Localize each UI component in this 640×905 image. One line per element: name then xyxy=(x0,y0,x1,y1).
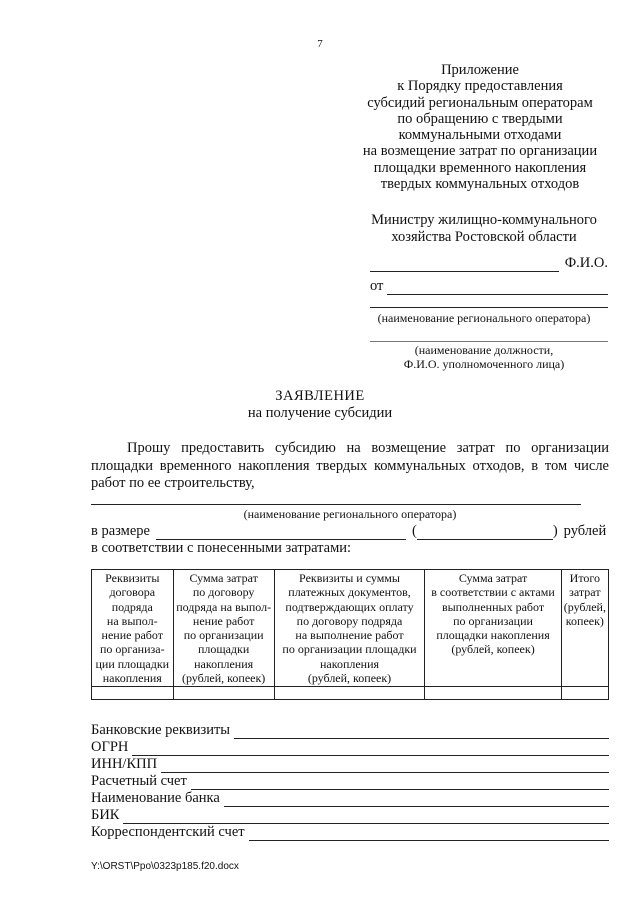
page-number: 7 xyxy=(317,38,323,50)
inn-kpp-field[interactable] xyxy=(91,756,609,773)
table-cell[interactable] xyxy=(274,687,425,700)
document-subtitle: на получение субсидии xyxy=(247,405,393,421)
appendix-line: Приложение xyxy=(441,62,519,78)
amount-row xyxy=(91,523,611,540)
bik-label: БИК xyxy=(91,807,120,823)
amount-words-blank[interactable] xyxy=(417,525,553,540)
inn-kpp-label: ИНН/КПП xyxy=(91,756,158,772)
bank-details-field[interactable] xyxy=(91,722,609,739)
appendix-line: к Порядку предоставления xyxy=(397,78,563,95)
blank-line xyxy=(132,743,609,756)
amount-prefix: в размере xyxy=(91,523,150,539)
position-caption-2: Ф.И.О. уполномоченного лица) xyxy=(403,357,565,371)
table-cell[interactable] xyxy=(425,687,561,700)
blank-line xyxy=(191,777,609,790)
addressee-line-2: хозяйства Ростовской области xyxy=(391,228,577,245)
settlement-account-field[interactable] xyxy=(91,773,609,790)
table-cell[interactable] xyxy=(561,687,608,700)
correspondent-account-label: Корреспондентский счет xyxy=(91,824,245,840)
appendix-line: твердых коммунальных отходов xyxy=(380,176,580,193)
table-cell[interactable] xyxy=(92,687,174,700)
according-text: в соответствии с понесенными затратами: xyxy=(91,540,352,556)
blank-line xyxy=(123,811,609,824)
bank-name-field[interactable] xyxy=(91,790,609,807)
table-row xyxy=(92,687,609,700)
appendix-block xyxy=(350,62,610,192)
fio-field[interactable] xyxy=(370,255,608,272)
bank-details-label: Банковские реквизиты xyxy=(91,722,231,738)
blank-line xyxy=(224,794,609,807)
table-header-row xyxy=(92,570,609,687)
blank-line xyxy=(161,760,609,773)
amount-close-paren: ) xyxy=(552,523,558,539)
addressee-line-1: Министру жилищно-коммунального xyxy=(371,212,597,228)
from-blank-line xyxy=(387,280,608,295)
position-blank-line[interactable] xyxy=(370,341,608,342)
ogrn-label: ОГРН xyxy=(91,739,129,755)
blank-line xyxy=(234,726,609,739)
header-contract-details: Реквизиты договора подряда на выпол- нение работ по организа- ции площадки накопления xyxy=(92,570,174,687)
operator-name-caption: (наименование регионального оператора) xyxy=(243,507,457,521)
from-label: от xyxy=(370,278,384,294)
blank-line xyxy=(249,828,609,841)
amount-suffix: рублей xyxy=(563,523,607,539)
request-text: Прошу предоставить субсидию на возмещение затрат по организации площадки временного накопления твердых коммунальных отходов, в том числе работ по ее строительству, xyxy=(91,440,609,491)
header-total: Итого затрат (рублей, копеек) xyxy=(561,570,608,687)
ogrn-field[interactable] xyxy=(91,739,609,756)
operator-caption: (наименование регионального оператора) xyxy=(377,311,591,325)
appendix-line: площадки временного накопления xyxy=(373,159,587,176)
appendix-line: по обращению с твердыми xyxy=(397,110,563,127)
appendix-line: на возмещение затрат по организации xyxy=(362,143,598,160)
footer-file-path: Y:\ORST\Ppo\0323p185.f20.docx xyxy=(91,861,239,872)
appendix-line: субсидий региональным операторам xyxy=(367,94,593,111)
request-paragraph xyxy=(91,440,609,493)
settlement-account-label: Расчетный счет xyxy=(91,773,187,789)
appendix-line: коммунальными отходами xyxy=(398,127,562,144)
from-field[interactable] xyxy=(370,278,608,295)
position-caption-1: (наименование должности, xyxy=(414,343,554,357)
operator-blank-line[interactable] xyxy=(370,307,608,308)
table-cell[interactable] xyxy=(173,687,274,700)
amount-open-paren: ( xyxy=(411,523,417,539)
header-payment-documents: Реквизиты и суммы платежных документов, подтверждающих оплату по договору подряда на выполнение работ по организации площадки накопления (рублей, копеек) xyxy=(274,570,425,687)
header-acts-sum: Сумма затрат в соответствии с актами выполненных работ по организации площадки накопления (рублей, копеек) xyxy=(425,570,561,687)
costs-table xyxy=(91,569,609,700)
amount-number-blank[interactable] xyxy=(156,525,406,540)
document-title: ЗАЯВЛЕНИЕ xyxy=(275,388,365,404)
bank-name-label: Наименование банка xyxy=(91,790,220,806)
fio-label: Ф.И.О. xyxy=(564,255,608,271)
addressee-block xyxy=(350,212,618,245)
fio-blank-line xyxy=(370,257,559,272)
operator-name-blank-line[interactable] xyxy=(91,504,581,505)
header-contract-sum: Сумма затрат по договору подряда на выпол- нение работ по организации площадки накопления (рублей, копеек) xyxy=(173,570,274,687)
correspondent-account-field[interactable] xyxy=(91,824,609,841)
bik-field[interactable] xyxy=(91,807,609,824)
